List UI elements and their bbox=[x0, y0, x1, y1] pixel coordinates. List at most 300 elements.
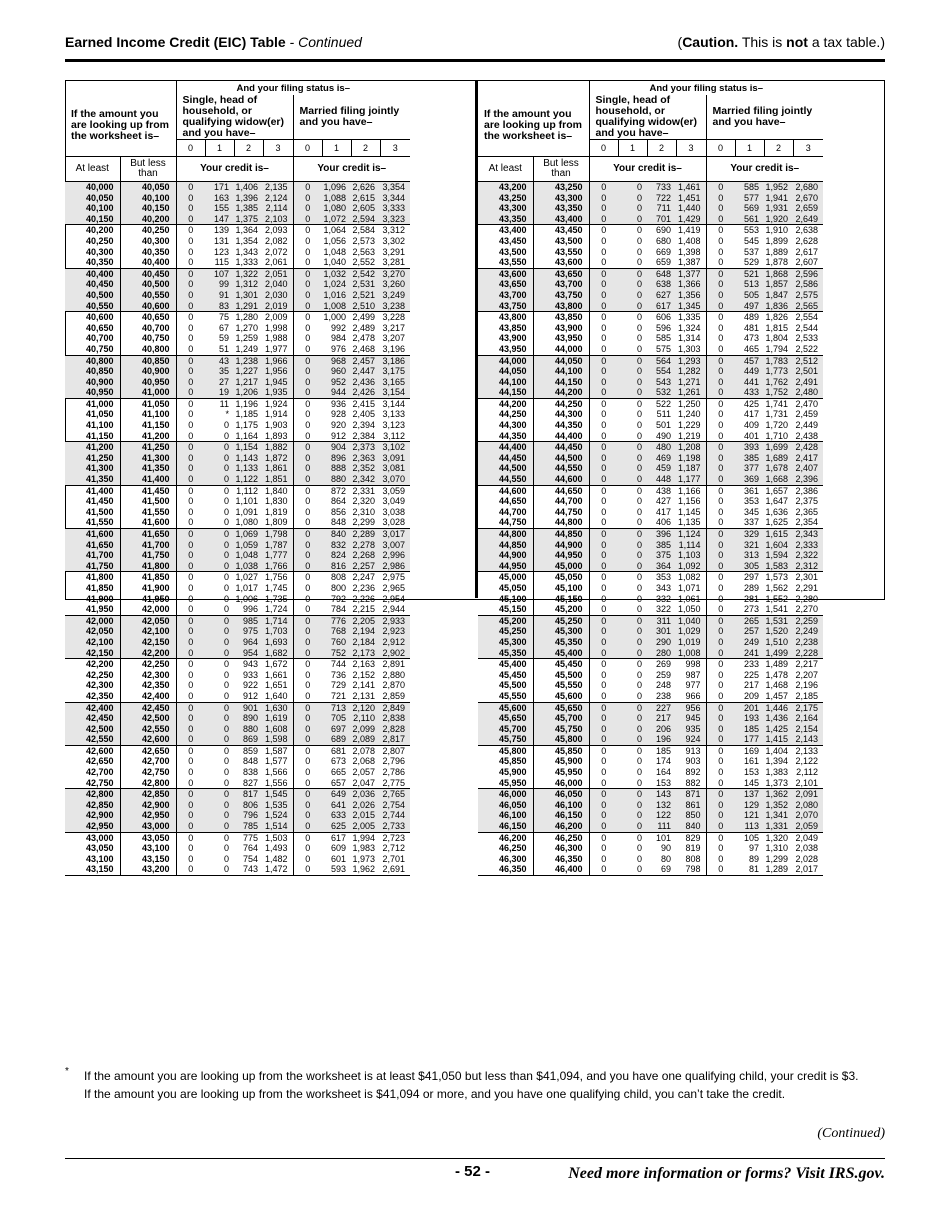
credit-value: 1,345 bbox=[677, 300, 701, 311]
credit-value: 137 bbox=[743, 789, 759, 800]
table-cell-column-7 bbox=[706, 268, 735, 311]
credit-value: 3,196 bbox=[382, 343, 405, 354]
credit-value: 1,752 bbox=[765, 387, 788, 398]
table-cell-column-3 bbox=[589, 529, 618, 572]
credit-value: 0 bbox=[188, 420, 194, 431]
credit-value: 0 bbox=[718, 647, 724, 658]
credit-value: 343 bbox=[655, 582, 671, 593]
table-cell-column-9 bbox=[764, 442, 793, 485]
credit-value: 2,615 bbox=[352, 192, 375, 203]
credit-value: 956 bbox=[685, 702, 701, 713]
but-less-than-value: 41,850 bbox=[141, 572, 170, 583]
credit-value: 0 bbox=[718, 745, 724, 756]
caution-close-paren: ) bbox=[880, 34, 885, 50]
children-count-1: 1 bbox=[735, 140, 764, 157]
at-least-value: 46,050 bbox=[498, 799, 527, 810]
table-cell-column-4 bbox=[205, 485, 234, 528]
credit-value: 2,017 bbox=[795, 864, 818, 875]
at-least-value: 44,450 bbox=[498, 452, 527, 463]
table-cell-column-8 bbox=[735, 268, 764, 311]
credit-value: 625 bbox=[330, 821, 346, 832]
status-labels-row bbox=[65, 95, 410, 140]
credit-value: 1,577 bbox=[264, 756, 288, 767]
table-cell-column-5 bbox=[647, 398, 676, 441]
credit-value: 0 bbox=[223, 420, 229, 431]
credit-value: 690 bbox=[655, 225, 671, 236]
credit-value: 0 bbox=[223, 843, 229, 854]
credit-value: 1,333 bbox=[235, 257, 258, 268]
credit-value: 1,072 bbox=[323, 213, 346, 224]
credit-value: 305 bbox=[743, 560, 759, 571]
credit-value: 2,891 bbox=[382, 659, 405, 670]
table-cell-column-4 bbox=[205, 268, 234, 311]
credit-value: 0 bbox=[601, 192, 607, 203]
but-less-than-value: 44,400 bbox=[554, 430, 583, 441]
at-least-value: 41,050 bbox=[85, 409, 114, 420]
credit-value: 760 bbox=[330, 636, 346, 647]
credit-value: 1,783 bbox=[765, 355, 788, 366]
credit-value: 785 bbox=[242, 821, 258, 832]
credit-value: 2,184 bbox=[352, 636, 375, 647]
credit-value: 1,451 bbox=[677, 192, 701, 203]
table-cell-column-10 bbox=[380, 485, 410, 528]
table-cell-column-4 bbox=[618, 832, 647, 875]
table-cell-column-5 bbox=[647, 312, 676, 355]
credit-value: 2,691 bbox=[382, 864, 405, 875]
table-cell-column-10 bbox=[380, 789, 410, 832]
credit-value: 0 bbox=[188, 442, 194, 453]
credit-value: 1,994 bbox=[352, 832, 375, 843]
credit-value: 0 bbox=[305, 225, 311, 236]
credit-value: 3,144 bbox=[382, 398, 405, 409]
table-cell-column-5 bbox=[234, 398, 263, 441]
credit-value: 0 bbox=[305, 463, 311, 474]
credit-value: 0 bbox=[305, 289, 311, 300]
credit-value: 0 bbox=[601, 702, 607, 713]
credit-value: 1,270 bbox=[235, 322, 258, 333]
table-cell-column-6 bbox=[263, 312, 293, 355]
table-cell-column-2 bbox=[533, 529, 589, 572]
but-less-than-value: 41,550 bbox=[141, 506, 170, 517]
but-less-than-value: 41,000 bbox=[141, 387, 170, 398]
table-cell-column-5 bbox=[234, 442, 263, 485]
credit-value: 2,124 bbox=[264, 192, 288, 203]
table-cell-column-8 bbox=[322, 529, 351, 572]
credit-value: 0 bbox=[223, 864, 229, 875]
table-cell-column-2 bbox=[533, 225, 589, 268]
credit-value: 0 bbox=[636, 496, 642, 507]
but-less-than-value: 46,050 bbox=[554, 789, 583, 800]
credit-value: 2,194 bbox=[352, 626, 375, 637]
credit-value: 1,535 bbox=[264, 799, 288, 810]
credit-value: 2,807 bbox=[382, 745, 405, 756]
table-cell-column-8 bbox=[735, 702, 764, 745]
table-cell-column-2 bbox=[120, 355, 176, 398]
table-cell-column-1 bbox=[478, 312, 533, 355]
credit-value: 0 bbox=[188, 474, 194, 485]
credit-value: 0 bbox=[305, 680, 311, 691]
credit-value: 1,787 bbox=[264, 539, 288, 550]
credit-value: 2,628 bbox=[795, 235, 818, 246]
at-least-value: 44,250 bbox=[498, 409, 527, 420]
table-cell-column-3 bbox=[589, 182, 618, 225]
credit-value: 2,101 bbox=[795, 777, 818, 788]
credit-value: 145 bbox=[743, 777, 759, 788]
table-cell-column-4 bbox=[205, 832, 234, 875]
credit-value: 227 bbox=[655, 702, 671, 713]
but-less-than-value: 43,600 bbox=[554, 257, 583, 268]
table-cell-column-1 bbox=[65, 312, 120, 355]
credit-value: 1,714 bbox=[264, 615, 288, 626]
credit-value: 185 bbox=[655, 745, 671, 756]
credit-value: 2,249 bbox=[795, 626, 818, 637]
credit-value: 0 bbox=[223, 669, 229, 680]
married-status-heading: Married filing jointly and you have– bbox=[293, 95, 410, 140]
credit-value: 281 bbox=[743, 593, 759, 604]
but-less-than-value: 42,650 bbox=[141, 745, 170, 756]
table-cell-column-3 bbox=[176, 398, 205, 441]
table-cell-column-4 bbox=[205, 745, 234, 788]
but-less-than-value: 40,550 bbox=[141, 289, 170, 300]
caution-not: not bbox=[786, 34, 808, 50]
credit-value: 115 bbox=[214, 257, 229, 268]
income-range-group bbox=[65, 789, 410, 832]
credit-value: 0 bbox=[188, 810, 194, 821]
table-cell-column-4 bbox=[618, 442, 647, 485]
credit-value: 1,293 bbox=[677, 355, 701, 366]
credit-value: 2,226 bbox=[352, 593, 375, 604]
single-status-heading: Single, head of household, or qualifying widow(er) and you have– bbox=[176, 95, 293, 140]
credit-value: 0 bbox=[188, 604, 194, 615]
credit-value: 0 bbox=[636, 182, 642, 192]
credit-value: 2,301 bbox=[795, 572, 818, 583]
credit-value: 217 bbox=[655, 713, 671, 724]
credit-value: 848 bbox=[330, 517, 346, 528]
credit-value: 913 bbox=[685, 745, 701, 756]
credit-value: 2,110 bbox=[353, 713, 375, 724]
credit-value: 1,840 bbox=[264, 485, 288, 496]
but-less-than-value: 46,200 bbox=[554, 821, 583, 832]
credit-value: 2,038 bbox=[795, 843, 818, 854]
table-cell-column-1 bbox=[478, 529, 533, 572]
credit-value: 2,015 bbox=[352, 810, 375, 821]
credit-value: 1,385 bbox=[235, 203, 258, 214]
but-less-than-value: 43,750 bbox=[554, 289, 583, 300]
at-least-value: 42,800 bbox=[85, 789, 114, 800]
credit-value: 888 bbox=[330, 463, 346, 474]
table-cell-column-10 bbox=[380, 398, 410, 441]
credit-value: 2,447 bbox=[352, 366, 375, 377]
credit-value: 1,710 bbox=[765, 430, 788, 441]
credit-value: 2,870 bbox=[382, 680, 405, 691]
credit-value: 2,859 bbox=[382, 690, 405, 701]
but-less-than-value: 43,050 bbox=[141, 832, 170, 843]
credit-value: 0 bbox=[601, 474, 607, 485]
page-header bbox=[65, 34, 885, 54]
at-least-value: 41,250 bbox=[85, 452, 114, 463]
credit-value: 1,145 bbox=[677, 506, 701, 517]
table-cell-column-3 bbox=[589, 572, 618, 615]
credit-value: 0 bbox=[601, 636, 607, 647]
credit-value: 0 bbox=[305, 713, 311, 724]
credit-value: 2,135 bbox=[264, 182, 288, 192]
table-cell-column-7 bbox=[706, 312, 735, 355]
table-cell-column-5 bbox=[234, 745, 263, 788]
credit-value: 0 bbox=[718, 799, 724, 810]
table-cell-column-7 bbox=[706, 659, 735, 702]
credit-value: 0 bbox=[636, 398, 642, 409]
credit-value: 0 bbox=[718, 702, 724, 713]
table-cell-column-6 bbox=[263, 355, 293, 398]
credit-value: 1,720 bbox=[765, 420, 788, 431]
credit-value: 585 bbox=[655, 333, 671, 344]
credit-value: 792 bbox=[330, 593, 346, 604]
table-cell-column-6 bbox=[676, 572, 706, 615]
credit-value: 638 bbox=[655, 279, 671, 290]
credit-value: 2,607 bbox=[795, 257, 818, 268]
credit-value: 2,047 bbox=[352, 777, 375, 788]
credit-value: 2,238 bbox=[795, 636, 818, 647]
credit-value: 2,268 bbox=[352, 550, 375, 561]
credit-value: 2,449 bbox=[795, 420, 818, 431]
credit-value: 901 bbox=[242, 702, 258, 713]
at-least-value: 45,900 bbox=[498, 767, 527, 778]
credit-value: 1,851 bbox=[264, 474, 288, 485]
income-range-group bbox=[478, 659, 823, 702]
credit-value: 1,092 bbox=[677, 560, 701, 571]
credit-value: 1,282 bbox=[677, 366, 701, 377]
credit-value: 1,217 bbox=[235, 376, 258, 387]
table-cell-column-6 bbox=[263, 615, 293, 658]
table-cell-column-10 bbox=[380, 268, 410, 311]
credit-value: 1,122 bbox=[235, 474, 258, 485]
credit-value: 3,017 bbox=[382, 529, 405, 539]
credit-value: 1,394 bbox=[765, 756, 788, 767]
table-cell-column-3 bbox=[589, 789, 618, 832]
credit-value: 3,133 bbox=[382, 409, 405, 420]
credit-value: 808 bbox=[330, 572, 346, 583]
but-less-than-value: 43,900 bbox=[554, 322, 583, 333]
table-cell-column-6 bbox=[263, 745, 293, 788]
credit-value: 301 bbox=[655, 626, 671, 637]
credit-value: 0 bbox=[601, 680, 607, 691]
credit-value: 0 bbox=[718, 864, 724, 875]
credit-value: 2,291 bbox=[795, 582, 818, 593]
table-cell-column-10 bbox=[793, 225, 823, 268]
at-least-value: 46,350 bbox=[498, 864, 527, 875]
credit-value: 2,215 bbox=[352, 604, 375, 615]
table-cell-column-1 bbox=[65, 182, 120, 225]
credit-value: 0 bbox=[601, 452, 607, 463]
credit-value: 1,415 bbox=[765, 734, 788, 745]
at-least-value: 45,300 bbox=[498, 636, 527, 647]
income-range-group bbox=[65, 659, 410, 702]
at-least-value: 42,600 bbox=[85, 745, 114, 756]
table-cell-column-5 bbox=[647, 745, 676, 788]
but-less-than-value: 44,500 bbox=[554, 452, 583, 463]
but-less-than-value: 45,850 bbox=[554, 745, 583, 756]
credit-value: 0 bbox=[223, 832, 229, 843]
table-cell-column-5 bbox=[647, 485, 676, 528]
but-less-than-value: 42,500 bbox=[141, 713, 170, 724]
credit-value: 1,006 bbox=[235, 593, 258, 604]
credit-value: 0 bbox=[636, 343, 642, 354]
credit-value: 241 bbox=[743, 647, 759, 658]
but-less-than-value: 44,800 bbox=[554, 517, 583, 528]
credit-value: 0 bbox=[718, 777, 724, 788]
credit-value: 2,331 bbox=[352, 485, 375, 496]
table-cell-column-4 bbox=[618, 182, 647, 225]
table-cell-column-2 bbox=[120, 832, 176, 875]
but-less-than-value: 40,300 bbox=[141, 235, 170, 246]
credit-value: 882 bbox=[685, 777, 701, 788]
credit-value: 0 bbox=[718, 355, 724, 366]
at-least-value: 46,150 bbox=[498, 821, 527, 832]
credit-value: 0 bbox=[636, 192, 642, 203]
credit-value: 2,626 bbox=[352, 182, 375, 192]
credit-value: 0 bbox=[223, 767, 229, 778]
credit-value: 0 bbox=[188, 702, 194, 713]
table-cell-column-5 bbox=[647, 615, 676, 658]
credit-value: 2,164 bbox=[795, 713, 818, 724]
credit-value: 1,446 bbox=[765, 702, 788, 713]
credit-value: 0 bbox=[188, 343, 194, 354]
credit-value: 1,657 bbox=[765, 485, 788, 496]
table-title bbox=[65, 34, 362, 50]
credit-value: 2,028 bbox=[795, 853, 818, 864]
credit-value: 2,120 bbox=[352, 702, 375, 713]
table-cell-column-6 bbox=[263, 832, 293, 875]
at-least-value: 40,650 bbox=[85, 322, 114, 333]
credit-value: 3,249 bbox=[382, 289, 405, 300]
table-cell-column-6 bbox=[676, 485, 706, 528]
credit-value: 0 bbox=[223, 485, 229, 496]
credit-value: 0 bbox=[636, 246, 642, 257]
credit-value: 0 bbox=[305, 474, 311, 485]
credit-value: 2,586 bbox=[795, 279, 818, 290]
at-least-value: 41,100 bbox=[85, 420, 114, 431]
table-cell-column-9 bbox=[764, 572, 793, 615]
table-cell-column-9 bbox=[351, 832, 380, 875]
credit-value: 353 bbox=[655, 572, 671, 583]
credit-value: 0 bbox=[636, 853, 642, 864]
table-cell-column-8 bbox=[735, 182, 764, 225]
table-cell-column-7 bbox=[293, 659, 322, 702]
table-cell-column-4 bbox=[618, 225, 647, 268]
credit-value: 0 bbox=[601, 593, 607, 604]
credit-value: 0 bbox=[636, 702, 642, 713]
table-cell-column-5 bbox=[234, 355, 263, 398]
but-less-than-value: 41,650 bbox=[141, 529, 170, 539]
but-less-than-value: 43,950 bbox=[554, 333, 583, 344]
credit-value: 1,619 bbox=[264, 713, 288, 724]
credit-value: 1,408 bbox=[677, 235, 701, 246]
credit-value: 0 bbox=[223, 723, 229, 734]
credit-value: 0 bbox=[223, 593, 229, 604]
but-less-than-value: 44,850 bbox=[554, 529, 583, 539]
table-cell-column-4 bbox=[618, 745, 647, 788]
table-cell-column-9 bbox=[351, 398, 380, 441]
at-least-value: 40,600 bbox=[85, 312, 114, 323]
credit-value: 1,164 bbox=[235, 430, 258, 441]
credit-value: 1,406 bbox=[235, 182, 258, 192]
filing-status-row bbox=[65, 81, 410, 96]
credit-value: 0 bbox=[718, 810, 724, 821]
but-less-than-value: 44,000 bbox=[554, 343, 583, 354]
credit-value: 2,478 bbox=[352, 333, 375, 344]
credit-value: 0 bbox=[601, 235, 607, 246]
children-count-0: 0 bbox=[176, 140, 205, 157]
credit-value: 361 bbox=[743, 485, 759, 496]
table-cell-column-1 bbox=[65, 529, 120, 572]
credit-value: 1,341 bbox=[765, 810, 788, 821]
credit-value: 0 bbox=[223, 517, 229, 528]
but-less-than-value: 43,350 bbox=[554, 203, 583, 214]
at-least-value: 43,950 bbox=[498, 343, 527, 354]
table-cell-column-10 bbox=[380, 442, 410, 485]
at-least-value: 42,850 bbox=[85, 799, 114, 810]
credit-value: 0 bbox=[305, 647, 311, 658]
credit-value: 0 bbox=[188, 409, 194, 420]
credit-value: 161 bbox=[743, 756, 759, 767]
table-cell-column-10 bbox=[793, 789, 823, 832]
but-less-than-value: 46,000 bbox=[554, 777, 583, 788]
table-cell-column-9 bbox=[351, 312, 380, 355]
credit-value: 880 bbox=[330, 474, 346, 485]
credit-value: 0 bbox=[305, 864, 311, 875]
credit-value: 0 bbox=[636, 626, 642, 637]
table-cell-column-4 bbox=[618, 398, 647, 441]
at-least-value: 43,000 bbox=[85, 832, 114, 843]
credit-value: 0 bbox=[601, 485, 607, 496]
credit-value: 1,364 bbox=[235, 225, 258, 236]
lookup-heading: If the amount you are looking up from the worksheet is– bbox=[484, 108, 583, 142]
but-less-than-value: 40,100 bbox=[141, 192, 170, 203]
credit-value: 417 bbox=[655, 506, 671, 517]
credit-value: 0 bbox=[188, 485, 194, 496]
table-cell-column-4 bbox=[205, 442, 234, 485]
credit-value: 1,177 bbox=[677, 474, 701, 485]
credit-value: 1,048 bbox=[323, 246, 346, 257]
credit-value: 2,638 bbox=[795, 225, 818, 236]
credit-value: 438 bbox=[655, 485, 671, 496]
credit-value: 1,735 bbox=[264, 593, 288, 604]
children-count-3: 3 bbox=[263, 140, 293, 157]
credit-value: 217 bbox=[743, 680, 759, 691]
but-less-than-value: 40,450 bbox=[141, 268, 170, 279]
table-cell-column-6 bbox=[676, 832, 706, 875]
table-cell-column-1 bbox=[65, 398, 120, 441]
credit-value: 0 bbox=[718, 366, 724, 377]
at-least-value: 40,550 bbox=[85, 300, 114, 311]
credit-value: 2,070 bbox=[795, 810, 818, 821]
credit-value: 1,208 bbox=[677, 442, 701, 453]
credit-value: 0 bbox=[601, 756, 607, 767]
credit-value: 935 bbox=[685, 723, 701, 734]
table-cell-column-6 bbox=[263, 182, 293, 225]
at-least-value: 40,900 bbox=[85, 376, 114, 387]
credit-value: 101 bbox=[655, 832, 671, 843]
credit-value: 1,762 bbox=[765, 376, 788, 387]
table-cell-column-9 bbox=[764, 485, 793, 528]
credit-value: 0 bbox=[188, 506, 194, 517]
table-cell-column-10 bbox=[380, 745, 410, 788]
table-cell-column-8 bbox=[322, 572, 351, 615]
but-less-than-value: 45,100 bbox=[554, 582, 583, 593]
at-least-value: 41,400 bbox=[85, 485, 114, 496]
credit-value: 0 bbox=[223, 560, 229, 571]
credit-value: 107 bbox=[213, 268, 229, 279]
